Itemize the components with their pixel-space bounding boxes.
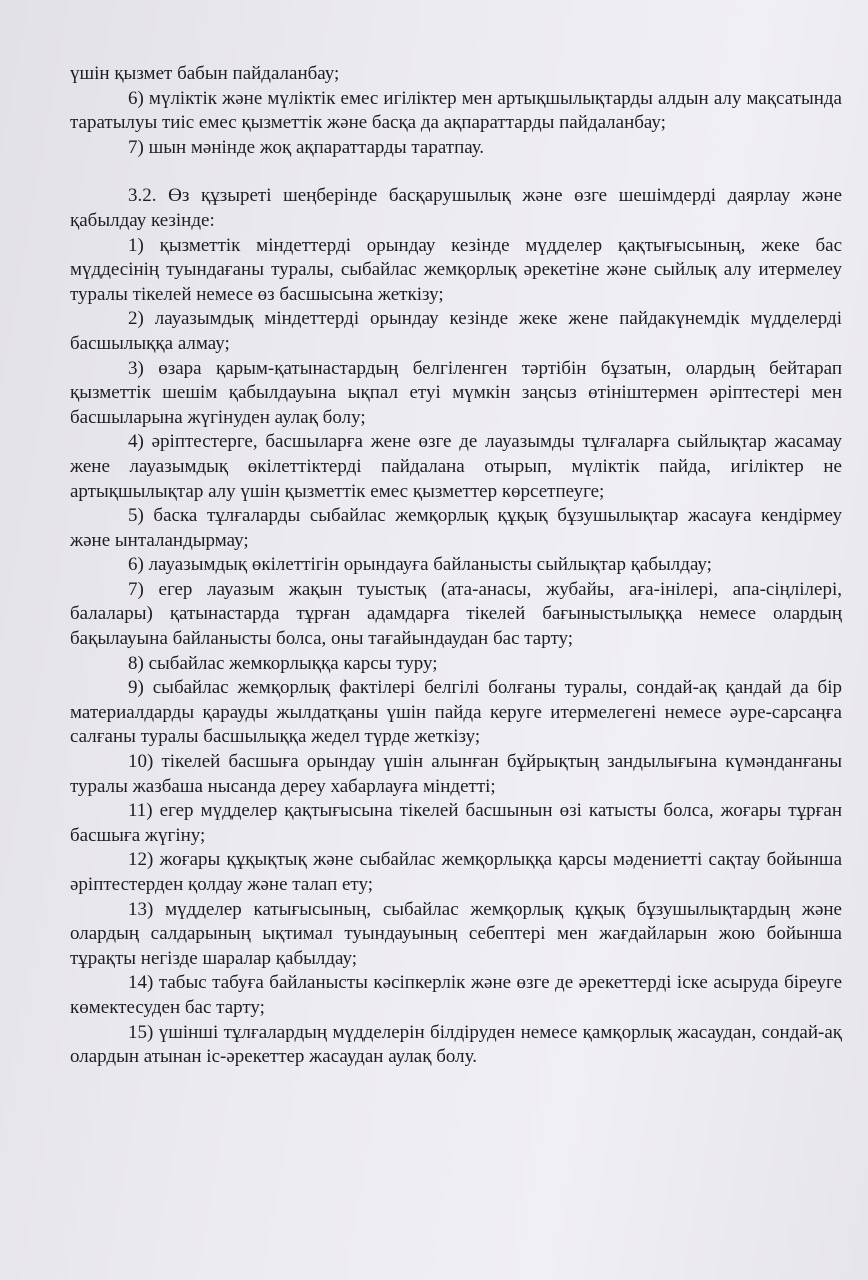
paragraph: 9) сыбайлас жемқорлық фактілері белгілі болғаны туралы, сондай-ақ қандай да бір материалдарды қарауды жылдатқаны үшін пайда керуге итермелегені немесе әуре-сарсаңға салғаны туралы басшылыққа жедел түрде жеткізу; xyxy=(70,677,842,748)
paragraph: 3) өзара қарым-қатынастардың белгіленген тәртібін бұзатын, олардың бейтарап қызметтік шешім қабылдауына ықпал етуі мүмкін заңсыз өтініштермен әріптестері мен басшыларына жүгінуден аулақ болу; xyxy=(70,357,842,428)
paragraph: 1) қызметтік міндеттерді орындау кезінде мүдделер қақтығысының, жеке бас мүддесінің туындағаны туралы, сыбайлас жемқорлық әрекетіне және сыйлық алу итермелеу туралы тікелей немесе өз басшысына жеткізу; xyxy=(70,234,842,305)
paragraph: 6) мүліктік және мүліктік емес игіліктер мен артықшылықтарды алдын алу мақсатында таратылуы тиіс емес қызметтік және басқа да ақпараттарды пайдаланбау; xyxy=(70,87,842,134)
paragraph: 7) шын мәнінде жоқ ақпараттарды таратпау. xyxy=(128,136,485,158)
paragraph: 8) сыбайлас жемкорлыққа карсы туру; xyxy=(128,652,438,674)
paragraph: 11) егер мүдделер қақтығысына тікелей басшынын өзі катысты болса, жоғары тұрған басшыға жүгіну; xyxy=(70,800,842,846)
paragraph: 7) егер лауазым жақын туыстық (ата-анасы, жубайы, аға-інілері, апа-сіңлілері, балалары) қатынастарда тұрған адамдарға тікелей бағыныстылыққа немесе олардың бақылауына байланысты болса, оны тағайындаудан бас тарту; xyxy=(70,578,842,650)
paragraph: 4) әріптестерге, басшыларға жене өзге де лауазымды тұлғаларға сыйлықтар жасамау жене лауазымдық өкілеттіктерді пайдалана отырып, мүліктік пайда, игіліктер не артықшылықтар алу үшін қызметтік емес қызметтер көрсетпеуге; xyxy=(70,431,842,502)
paragraph: 14) табыс табуға байланысты кәсіпкерлік және өзге де әрекеттерді іске асыруда біреуге көмектесуден бас тарту; xyxy=(70,972,842,1018)
paragraph: үшін қызмет бабын пайдаланбау; xyxy=(70,63,340,84)
paragraph: 6) лауазымдық өкілеттігін орындауға байланысты сыйлықтар қабылдау; xyxy=(128,554,712,576)
document-body xyxy=(70,62,842,1070)
paragraph: 5) баска тұлғаларды сыбайлас жемқорлық құқық бұзушылықтар жасауға кендірмеу және ынталандырмау; xyxy=(70,505,842,551)
paragraph: 3.2. Өз құзыреті шеңберінде басқарушылық және өзге шешімдерді даярлау және қабылдау кезінде: xyxy=(70,185,842,231)
paragraph: 13) мүдделер катығысының, сыбайлас жемқорлық құқық бұзушылықтардың және олардың салдарының ықтимал туындауының себептері мен жағдайларын жою бойынша тұрақты негізде шаралар қабылдау; xyxy=(70,898,842,969)
paragraph: 10) тікелей басшыға орындау үшін алынған бұйрықтың зандылығына күмәнданғаны туралы жазбаша нысанда дереу хабарлауға міндетті; xyxy=(70,751,842,797)
paragraph: 12) жоғары құқықтық жәнe сыбайлас жемқорлыққа қарсы мәдениетті сақтау бойынша әріптестерден қолдау және талап ету; xyxy=(70,849,842,895)
paragraph-gap xyxy=(70,160,842,184)
paragraph: 15) үшінші тұлғалардың мүдделерін білдіруден немесе қамқорлық жасаудан, сондай-ақ олардын атынан іс-әрекеттер жасаудан аулақ болу. xyxy=(70,1021,842,1068)
paragraph: 2) лауазымдық міндеттерді орындау кезінде жеке жене пайдакүнемдік мүдделерді басшылыққа алмау; xyxy=(70,308,842,354)
